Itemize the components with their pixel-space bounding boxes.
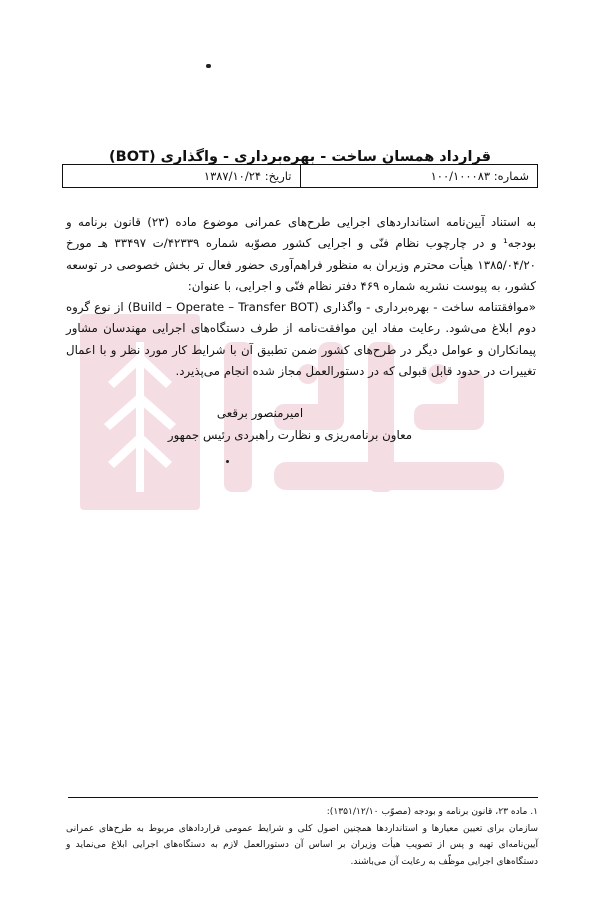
reference-box [62, 164, 538, 188]
footnote-divider [68, 797, 538, 798]
footnote-heading: ۱. ماده ۲۳، قانون برنامه و بودجه (مصوّب ۱۳۵۱/۱۲/۱۰): [326, 807, 538, 817]
reference-number: شماره: ۱۰۰/۱۰۰۰۸۳ [430, 169, 529, 183]
scan-mark-small [226, 460, 229, 463]
page-title: قرارداد همسان ساخت - بهره‌برداری - واگذاری (BOT) [109, 148, 491, 165]
reference-date: تاریخ: ۱۳۸۷/۱۰/۲۴ [63, 165, 301, 187]
paragraph-intro: به استناد آیین‌نامه استانداردهای اجرایی طرح‌های عمرانی موضوع ماده (۲۳) قانون برنامه و بودجه¹ و در چارچوب نظام فنّی و اجرایی کشور مصوّبه شماره ۴۲۳۳۹/ت ۳۳۴۹۷ هـ مورخ ۱۳۸۵/۰۴/۲۰ هیأت محترم وزیران به منظور فراهم‌آوری حضور فعال تر بخش خصوصی در توسعه کشور، به پیوست نشریه شماره ۴۶۹ دفتر نظام فنّی و اجرایی، با عنوان: [66, 215, 536, 293]
scan-mark [206, 64, 211, 68]
paragraph-agreement: «موافقتنامه ساخت - بهره‌برداری - واگذاری (Build – Operate – Transfer BOT) از نوع گروه دوم ابلاغ می‌شود. رعایت مفاد این موافقت‌نامه از طرف دستگاه‌های اجرایی مهندسان مشاور پیمانکاران و عوامل دیگر در طرح‌های کشور ضمن تطبیق آن با شرایط کار مورد نظر و با اعمال تغییرات در حدود قابل قبولی که در دستورالعمل مجاز شده انجام می‌پذیرد. [66, 300, 537, 379]
signatory-name: امیرمنصور برقعی [216, 406, 304, 420]
signatory-title: معاون برنامه‌ریزی و نظارت راهبردی رئیس جمهور [167, 428, 413, 442]
footnotes [66, 804, 538, 870]
body-text [66, 212, 536, 382]
footnote-body: سازمان برای تعیین معیارها و استانداردها همچنین اصول کلی و شرایط عمومی قراردادهای مربوط به طرح‌های عمرانی آیین‌نامه‌ای تهیه و پس از تصویب هیأت وزیران بر اساس آن دستورالعمل لازم به دستگاه‌های اجرایی ابلاغ می‌نماید و دستگاه‌های اجرایی موظّف به رعایت آن می‌باشند. [66, 823, 538, 867]
